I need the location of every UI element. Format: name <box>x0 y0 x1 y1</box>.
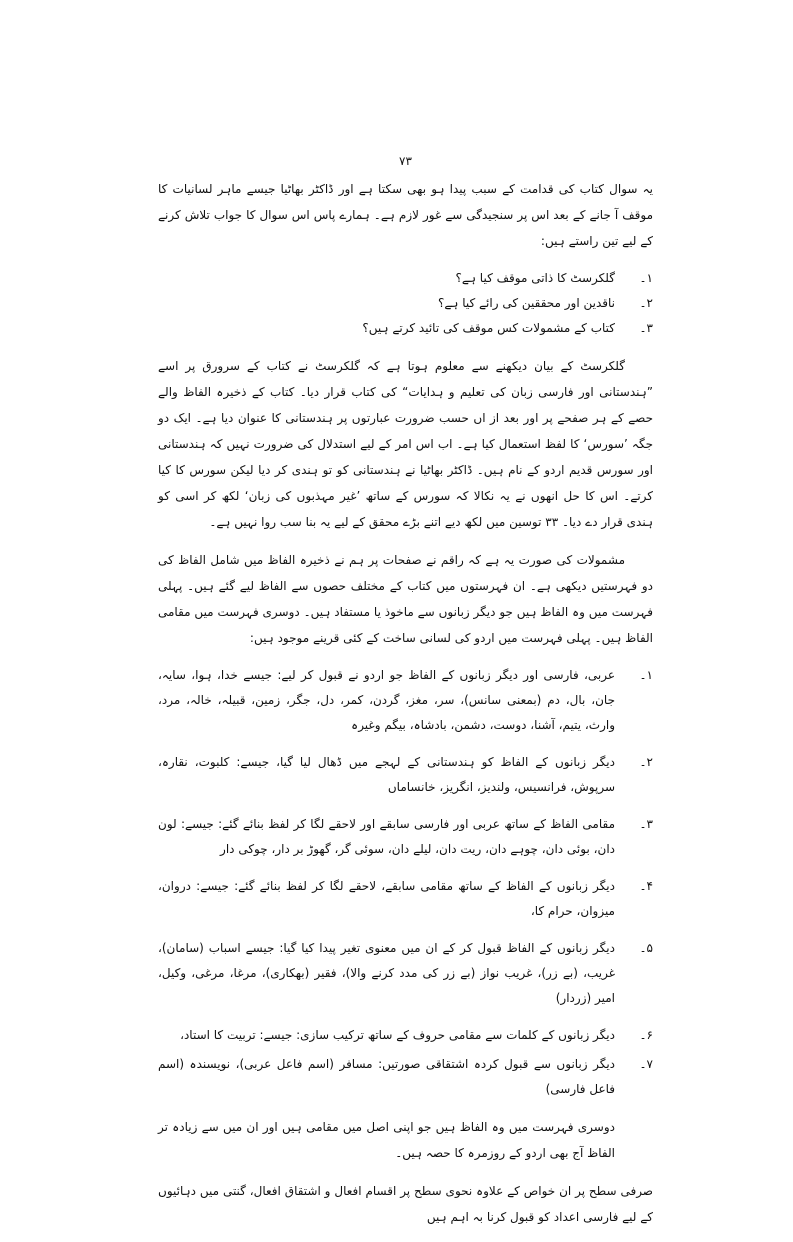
feature-item <box>158 812 653 862</box>
feature-item <box>158 1052 653 1102</box>
feature-number: ۲۔ <box>639 755 653 769</box>
question-number: ۱۔ <box>639 271 653 285</box>
page-content <box>158 150 653 1242</box>
feature-item <box>158 750 653 800</box>
question-text: ناقدین اور محققین کی رائے کیا ہے؟ <box>437 296 615 310</box>
body-paragraph-5: صرفی سطح پر ان خواص کے علاوہ نحوی سطح پر اقسام افعال و اشتقاق افعال، گنتی میں دہائیوں کے لیے فارسی اعداد کو قبول کرنا بہ اہم ہیں <box>158 1184 653 1224</box>
feature-item <box>158 936 653 1011</box>
feature-text: مقامی الفاظ کے ساتھ عربی اور فارسی سابقے اور لاحقے لگا کر لفظ بنائے گئے: جیسے: لون دان، بوئی دان، چوہے دان، ریت دان، لیلے دان، سوئی گر، گھوڑ بر دار، چوکی دار <box>158 817 615 856</box>
feature-item <box>158 1023 653 1048</box>
features-list <box>158 663 653 1102</box>
question-text: گلکرسٹ کا ذاتی موقف کیا ہے؟ <box>455 271 615 285</box>
feature-number: ۳۔ <box>639 817 653 831</box>
intro-paragraph: یہ سوال کتاب کی قدامت کے سبب پیدا ہو بھی سکتا ہے اور ڈاکٹر بھاٹیا جیسے ماہر لسانیات کا موقف آ جانے کے بعد اس پر سنجیدگی سے غور لازم ہے۔ ہمارے پاس اس سوال کا جواب تلاش کرنے کے لیے تین راستے ہیں: <box>158 182 653 248</box>
question-item <box>158 316 653 341</box>
body-paragraph-2: گلکرسٹ کے بیان دیکھنے سے معلوم ہوتا ہے کہ گلکرسٹ نے کتاب کے سرورق پر اسے ”ہندستانی اور فارسی زبان کی تعلیم و ہدایات“ کی کتاب قرار دیا۔ کتاب کے ذخیرہ الفاظ والے حصے کے ہر صفحے پر اور بعد از اں حسب ضرورت عبارتوں پر ہندستانی کا عنوان دیا ہے۔ ایک دو جگہ ’سورس‘ کا لفظ استعمال کیا ہے۔ اب اس امر کے لیے استدلال کی ضرورت نہیں کہ ہندستانی اور سورس قدیم اردو کے نام ہیں۔ ڈاکٹر بھاٹیا نے ہندستانی کو تو ہندی کر دیا لیکن سورس کا کیا کرتے۔ اس کا حل انھوں نے یہ نکالا کہ سورس کے ساتھ ’غیر مہذبوں کی زبان‘ لکھ کر اسی کو ہندی قرار دے دیا۔ ۳۳ توسین میں لکھ دیے اتنے بڑے محقق کے لیے یہ بنا سب روا نہیں ہے۔ <box>158 359 653 529</box>
page-number: ۷۳ <box>399 154 412 168</box>
feature-text: دیگر زبانوں کے الفاظ کے ساتھ مقامی سابقے، لاحقے لگا کر لفظ بنائے گئے: جیسے: دروان، میزوان، حرام کا، <box>158 879 615 918</box>
body-paragraph-4: دوسری فہرست میں وہ الفاظ ہیں جو اپنی اصل میں مقامی ہیں اور ان میں سے زیادہ تر الفاظ آج بھی اردو کے روزمرہ کا حصہ ہیں۔ <box>158 1120 615 1160</box>
question-number: ۳۔ <box>639 321 653 335</box>
feature-text: عربی، فارسی اور دیگر زبانوں کے الفاظ جو اردو نے قبول کر لیے: جیسے خدا، ہوا، سایہ، جان، بال، دم (بمعنی سانس)، سر، مغز، گردن، کمر، دل، جگر، زمین، قبیلہ، خالہ، مرد، وارث، یتیم، آشنا، دوست، دشمن، بادشاہ، بیگم وغیرہ <box>158 668 615 732</box>
feature-number: ۴۔ <box>639 879 653 893</box>
question-number: ۲۔ <box>639 296 653 310</box>
feature-number: ۶۔ <box>639 1028 653 1042</box>
feature-number: ۱۔ <box>639 668 653 682</box>
question-item <box>158 266 653 291</box>
question-text: کتاب کے مشمولات کس موقف کی تائید کرتے ہیں؟ <box>362 321 615 335</box>
feature-item <box>158 663 653 738</box>
feature-number: ۷۔ <box>639 1057 653 1071</box>
feature-number: ۵۔ <box>639 941 653 955</box>
feature-text: دیگر زبانوں کے کلمات سے مقامی حروف کے ساتھ ترکیب سازی: جیسے: تربیت کا استاد، <box>180 1028 615 1042</box>
feature-text: دیگر زبانوں سے قبول کردہ اشتقاقی صورتیں: مسافر (اسم فاعل عربی)، نویسندہ (اسم فاعل فارسی) <box>158 1057 615 1096</box>
questions-list <box>158 266 653 341</box>
feature-text: دیگر زبانوں کے الفاظ کو ہندستانی کے لہجے میں ڈھال لیا گیا، جیسے: کلبوت، نقارہ، سرپوش، فرانسیس، ولندیز، انگریز، خانساماں <box>158 755 615 794</box>
question-item <box>158 291 653 316</box>
feature-item <box>158 874 653 924</box>
feature-text: دیگر زبانوں کے الفاظ قبول کر کے ان میں معنوی تغیر پیدا کیا گیا: جیسے اسباب (سامان)، غریب، (بے زر)، غریب نواز (بے زر کی مدد کرنے والا)، فقیر (بھکاری)، مرغا، مرغی، وکیل، امیر (زردار) <box>158 941 615 1005</box>
body-paragraph-3: مشمولات کی صورت یہ ہے کہ راقم نے صفحات پر ہم نے ذخیرہ الفاظ میں شامل الفاظ کی دو فہرستیں دیکھی ہے۔ ان فہرستوں میں کتاب کے مختلف حصوں سے الفاظ لیے گئے ہیں۔ پہلی فہرست میں وہ الفاظ ہیں جو دیگر زبانوں سے ماخوذ یا مستفاد ہیں۔ دوسری فہرست میں مقامی الفاظ ہیں۔ پہلی فہرست میں اردو کی لسانی ساخت کے کئی قرینے موجود ہیں: <box>158 553 653 645</box>
